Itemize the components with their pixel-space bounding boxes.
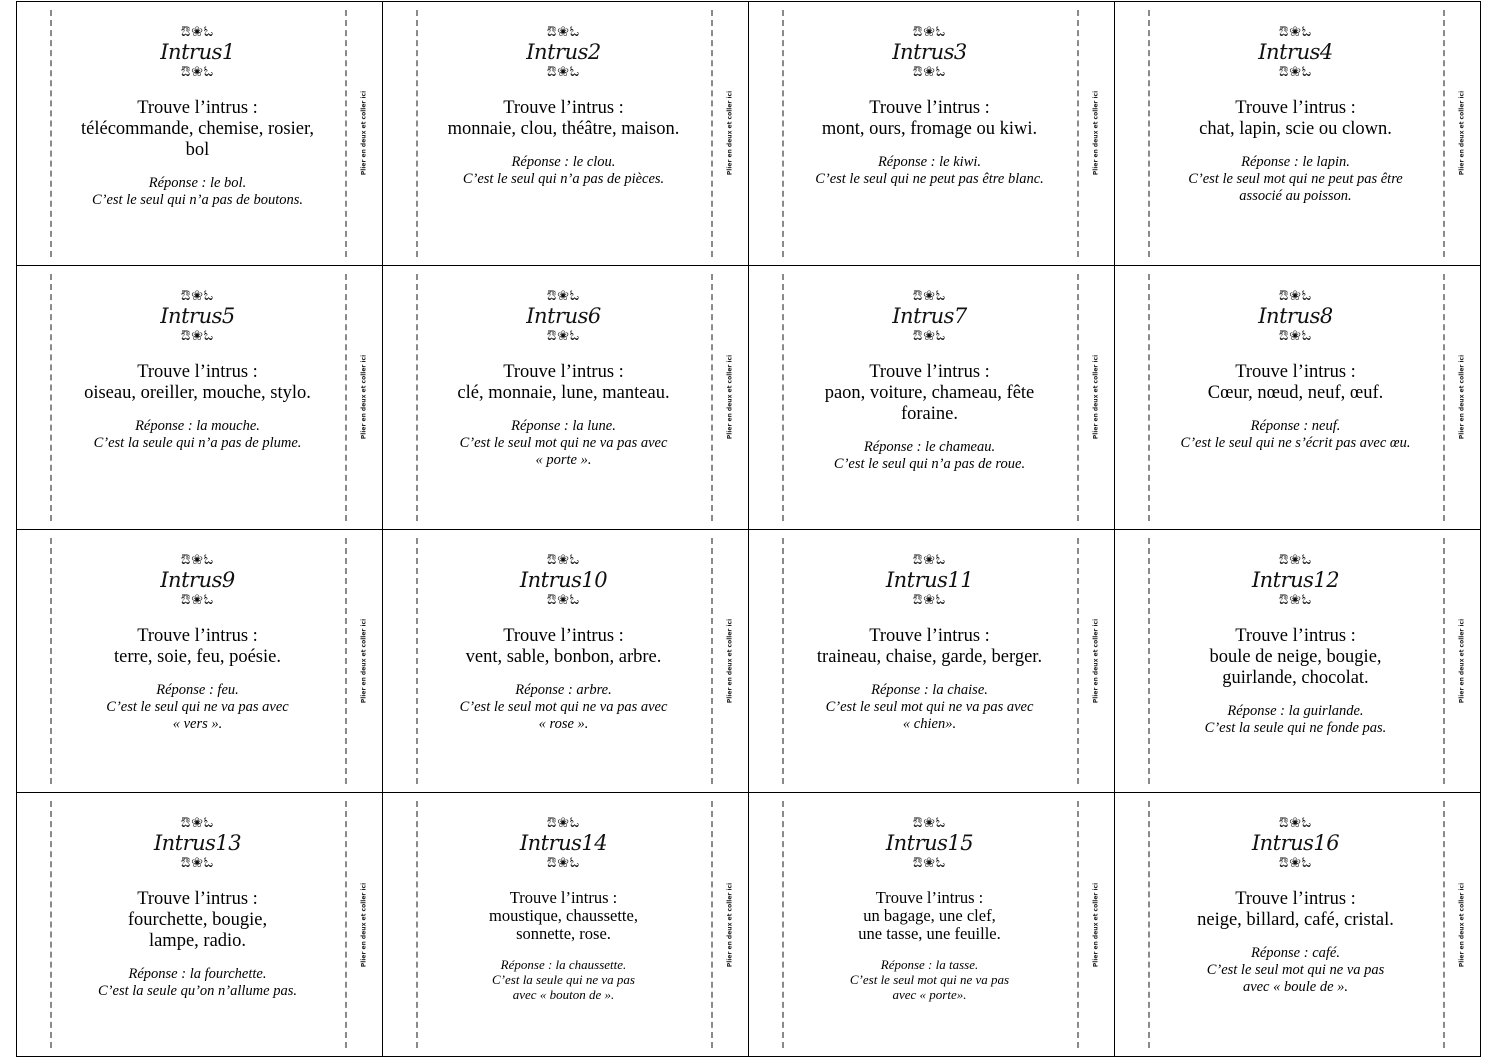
right-fold-line (345, 538, 347, 785)
bottom-ornament-icon: ಔ❀ಓ (546, 327, 581, 344)
top-ornament-icon: ಔ❀ಓ (912, 815, 947, 832)
question-prompt: Trouve l’intrus : (1235, 625, 1356, 646)
question (114, 626, 281, 668)
left-cut-line (50, 274, 52, 521)
top-ornament-icon: ಔ❀ಓ (912, 287, 947, 304)
answer (98, 966, 297, 1000)
left-cut-line (50, 538, 52, 785)
question-prompt: Trouve l’intrus : (137, 361, 258, 382)
card-title: Intrus8 (1258, 303, 1333, 328)
card-content (789, 815, 1070, 1042)
bottom-ornament-icon: ಔ❀ಓ (912, 64, 947, 80)
answer (463, 154, 664, 188)
card-title: Intrus15 (885, 831, 974, 856)
right-fold-line (345, 274, 347, 521)
top-ornament-icon: ಔ❀ಓ (1278, 287, 1313, 304)
top-ornament-icon: ಔ❀ಓ (546, 551, 581, 568)
answer-reponse: Réponse : arbre. (515, 681, 612, 698)
question-prompt: Trouve l’intrus : (1235, 889, 1356, 910)
question-words: boule de neige, bougie, guirlande, chocolat. (1209, 646, 1382, 688)
answer-explanation: C’est le seul mot qui ne peut pas être associé au poisson. (1188, 171, 1403, 204)
answer-reponse: Réponse : le lapin. (1241, 154, 1350, 170)
question-words: fourchette, bougie, lampe, radio. (127, 910, 268, 952)
right-fold-line (1443, 801, 1445, 1048)
right-fold-line (345, 10, 347, 257)
card-content (789, 552, 1070, 779)
right-fold-line (1077, 801, 1079, 1048)
right-fold-line (711, 538, 713, 785)
card-content (57, 288, 338, 515)
question (457, 362, 669, 404)
question-prompt: Trouve l’intrus : (875, 888, 984, 908)
answer-explanation: C’est la seule qui n’a pas de plume. (93, 434, 302, 451)
answer-explanation: C’est la seule qui ne fonde pas. (1204, 719, 1387, 736)
card-content (57, 815, 338, 1042)
question-prompt: Trouve l’intrus : (503, 625, 624, 646)
answer-reponse: Réponse : feu. (156, 681, 239, 698)
question (1209, 626, 1381, 689)
top-ornament-icon: ಔ❀ಓ (1278, 24, 1313, 40)
intrus-card-14: Plier en deux et coller ici ಔ❀ಓ Intrus14 ಔ❀ಓ Trouve l’intrus : moustique, chaussette, sonnette, rose. Réponse : la chaussette. C’est la seule qui ne va pas avec « bouton de ». (383, 793, 749, 1057)
question-words: oiseau, oreiller, mouche, stylo. (84, 382, 311, 403)
question-prompt: Trouve l’intrus : (503, 361, 624, 382)
left-cut-line (50, 801, 52, 1048)
answer-explanation: C’est le seul mot qui ne va pas avec « rose ». (459, 698, 668, 732)
question (1199, 98, 1392, 140)
answer-reponse: Réponse : la fourchette. (128, 966, 267, 983)
right-fold-line (1443, 538, 1445, 785)
card-content (57, 24, 338, 251)
right-fold-line (1443, 274, 1445, 521)
answer (1188, 154, 1403, 205)
answer (1207, 945, 1385, 996)
intrus-card-15: Plier en deux et coller ici ಔ❀ಓ Intrus15 ಔ❀ಓ Trouve l’intrus : un bagage, une clef, une tasse, une feuille. Réponse : la tasse. C’est le seul mot qui ne va pas avec « porte». (749, 793, 1115, 1057)
top-ornament-icon: ಔ❀ಓ (912, 24, 947, 40)
answer-reponse: Réponse : la mouche. (135, 417, 260, 434)
card-content (57, 552, 338, 779)
intrus-card-9: Plier en deux et coller ici ಔ❀ಓ Intrus9 ಔ❀ಓ Trouve l’intrus : terre, soie, feu, poésie. Réponse : feu. C’est le seul qui ne va pas avec « vers ». (17, 530, 383, 794)
question-words: traineau, chaise, garde, berger. (816, 646, 1043, 667)
card-title: Intrus12 (1251, 567, 1340, 592)
answer (460, 418, 668, 469)
question (825, 362, 1035, 425)
answer (92, 175, 303, 209)
answer-explanation: C’est le seul qui ne va pas avec « vers ». (106, 698, 289, 732)
left-cut-line (1148, 801, 1150, 1048)
card-title: Intrus3 (892, 40, 967, 64)
left-cut-line (416, 10, 418, 257)
card-content (1155, 552, 1436, 779)
card-content (789, 24, 1070, 251)
bottom-ornament-icon: ಔ❀ಓ (912, 591, 947, 608)
answer-explanation: C’est la seule qu’on n’allume pas. (98, 983, 297, 1000)
answer (94, 418, 302, 452)
card-title: Intrus5 (160, 303, 235, 328)
intrus-card-4: Plier en deux et coller ici ಔ❀ಓ Intrus4 ಔ❀ಓ Trouve l’intrus : chat, lapin, scie ou clown. Réponse : le lapin. C’est le seul mot qui ne peut pas être associé au poisson. (1115, 2, 1481, 266)
bottom-ornament-icon: ಔ❀ಓ (546, 64, 581, 80)
answer-explanation: C’est la seule qui ne va pas avec « bouton de ». (492, 972, 635, 1003)
card-content (1155, 288, 1436, 515)
top-ornament-icon: ಔ❀ಓ (912, 551, 947, 568)
top-ornament-icon: ಔ❀ಓ (180, 287, 215, 304)
left-cut-line (416, 274, 418, 521)
top-ornament-icon: ಔ❀ಓ (546, 24, 581, 40)
top-ornament-icon: ಔ❀ಓ (1278, 815, 1313, 832)
intrus-card-2: Plier en deux et coller ici ಔ❀ಓ Intrus2 ಔ❀ಓ Trouve l’intrus : monnaie, clou, théâtre, maison. Réponse : le clou. C’est le seul qui n’a pas de pièces. (383, 2, 749, 266)
answer (850, 957, 1009, 1002)
card-content (423, 815, 704, 1042)
question-words: un bagage, une clef, une tasse, une feuille. (858, 906, 1001, 944)
top-ornament-icon: ಔ❀ಓ (180, 815, 215, 832)
left-cut-line (782, 801, 784, 1048)
question (1208, 362, 1384, 404)
answer (1181, 418, 1411, 452)
left-cut-line (782, 274, 784, 521)
answer-explanation: C’est le seul qui ne peut pas être blanc. (815, 171, 1044, 187)
question (81, 98, 314, 161)
left-cut-line (416, 538, 418, 785)
question-prompt: Trouve l’intrus : (137, 98, 258, 118)
left-cut-line (1148, 538, 1150, 785)
right-fold-line (1443, 10, 1445, 257)
top-ornament-icon: ಔ❀ಓ (546, 287, 581, 304)
top-ornament-icon: ಔ❀ಓ (546, 815, 581, 832)
question-prompt: Trouve l’intrus : (1235, 98, 1356, 118)
intrus-card-11: Plier en deux et coller ici ಔ❀ಓ Intrus11 ಔ❀ಓ Trouve l’intrus : traineau, chaise, garde, berger. Réponse : la chaise. C’est le seul mot qui ne va pas avec « chien». (749, 530, 1115, 794)
card-title: Intrus13 (153, 831, 242, 856)
right-fold-line (1077, 538, 1079, 785)
answer-reponse: Réponse : la tasse. (880, 957, 979, 973)
bottom-ornament-icon: ಔ❀ಓ (546, 591, 581, 608)
answer (460, 682, 668, 733)
intrus-card-16: Plier en deux et coller ici ಔ❀ಓ Intrus16 ಔ❀ಓ Trouve l’intrus : neige, billard, café, cristal. Réponse : café. C’est le seul mot qui ne va pas avec « boule de ». (1115, 793, 1481, 1057)
bottom-ornament-icon: ಔ❀ಓ (1278, 64, 1313, 80)
question (817, 626, 1042, 668)
card-title: Intrus9 (160, 567, 235, 592)
question-words: vent, sable, bonbon, arbre. (465, 646, 662, 667)
question (489, 889, 638, 943)
question (822, 98, 1037, 140)
intrus-card-6: Plier en deux et coller ici ಔ❀ಓ Intrus6 ಔ❀ಓ Trouve l’intrus : clé, monnaie, lune, manteau. Réponse : la lune. C’est le seul mot qui ne va pas avec « porte ». (383, 266, 749, 530)
answer-reponse: Réponse : le kiwi. (877, 154, 982, 170)
card-content (423, 288, 704, 515)
question-prompt: Trouve l’intrus : (869, 361, 990, 382)
top-ornament-icon: ಔ❀ಓ (1278, 551, 1313, 568)
answer-reponse: Réponse : la guirlande. (1227, 702, 1364, 719)
answer-reponse: Réponse : la lune. (511, 417, 616, 434)
question-prompt: Trouve l’intrus : (869, 625, 990, 646)
answer-reponse: Réponse : café. (1251, 945, 1340, 962)
answer-explanation: C’est le seul qui ne s’écrit pas avec œu. (1180, 434, 1411, 451)
left-cut-line (50, 10, 52, 257)
intrus-card-3: Plier en deux et coller ici ಔ❀ಓ Intrus3 ಔ❀ಓ Trouve l’intrus : mont, ours, fromage ou kiwi. Réponse : le kiwi. C’est le seul qui ne peut pas être blanc. (749, 2, 1115, 266)
question-words: paon, voiture, chameau, fête foraine. (824, 382, 1035, 424)
answer-explanation: C’est le seul qui n’a pas de pièces. (462, 171, 665, 187)
card-sheet (16, 1, 1481, 1057)
question-words: Cœur, nœud, neuf, œuf. (1207, 382, 1384, 403)
answer (492, 957, 635, 1002)
card-title: Intrus14 (519, 831, 608, 856)
answer-reponse: Réponse : neuf. (1250, 417, 1341, 434)
question-words: chat, lapin, scie ou clown. (1199, 119, 1392, 139)
question-prompt: Trouve l’intrus : (1235, 361, 1356, 382)
question (466, 626, 662, 668)
intrus-card-10: Plier en deux et coller ici ಔ❀ಓ Intrus10 ಔ❀ಓ Trouve l’intrus : vent, sable, bonbon, arbre. Réponse : arbre. C’est le seul mot qui ne va pas avec « rose ». (383, 530, 749, 794)
right-fold-line (711, 801, 713, 1048)
card-content (423, 552, 704, 779)
right-fold-line (1077, 10, 1079, 257)
question-words: monnaie, clou, théâtre, maison. (447, 119, 680, 139)
card-title: Intrus6 (526, 303, 601, 328)
answer (826, 682, 1034, 733)
left-cut-line (782, 10, 784, 257)
answer-reponse: Réponse : la chaussette. (500, 957, 627, 973)
card-content (423, 24, 704, 251)
card-content (789, 288, 1070, 515)
answer-explanation: C’est le seul qui n’a pas de boutons. (91, 192, 304, 208)
question-words: télécommande, chemise, rosier, bol (81, 119, 314, 160)
card-title: Intrus2 (526, 40, 601, 64)
bottom-ornament-icon: ಔ❀ಓ (1278, 591, 1313, 608)
intrus-card-8: Plier en deux et coller ici ಔ❀ಓ Intrus8 ಔ❀ಓ Trouve l’intrus : Cœur, nœud, neuf, œuf. Réponse : neuf. C’est le seul qui ne s’écrit pas avec œu. (1115, 266, 1481, 530)
right-fold-line (1077, 274, 1079, 521)
answer-reponse: Réponse : le chameau. (863, 438, 996, 455)
question-words: terre, soie, feu, poésie. (114, 646, 281, 667)
answer-explanation: C’est le seul qui n’a pas de roue. (833, 455, 1026, 472)
answer (106, 682, 288, 733)
intrus-card-5: Plier en deux et coller ici ಔ❀ಓ Intrus5 ಔ❀ಓ Trouve l’intrus : oiseau, oreiller, mouche, stylo. Réponse : la mouche. C’est la seule qui n’a pas de plume. (17, 266, 383, 530)
top-ornament-icon: ಔ❀ಓ (180, 24, 215, 40)
question-words: clé, monnaie, lune, manteau. (457, 382, 670, 403)
left-cut-line (782, 538, 784, 785)
left-cut-line (1148, 274, 1150, 521)
question (858, 889, 1001, 943)
question-prompt: Trouve l’intrus : (869, 98, 990, 118)
question-prompt: Trouve l’intrus : (503, 98, 624, 118)
card-content (1155, 24, 1436, 251)
answer-reponse: Réponse : le bol. (148, 175, 247, 191)
question-prompt: Trouve l’intrus : (137, 625, 258, 646)
bottom-ornament-icon: ಔ❀ಓ (912, 855, 947, 872)
question-prompt: Trouve l’intrus : (509, 888, 618, 908)
question (128, 889, 267, 952)
bottom-ornament-icon: ಔ❀ಓ (912, 327, 947, 344)
right-fold-line (711, 10, 713, 257)
bottom-ornament-icon: ಔ❀ಓ (1278, 327, 1313, 344)
answer-reponse: Réponse : la chaise. (871, 681, 988, 698)
intrus-card-13: Plier en deux et coller ici ಔ❀ಓ Intrus13 ಔ❀ಓ Trouve l’intrus : fourchette, bougie, lampe, radio. Réponse : la fourchette. C’est la seule qu’on n’allume pas. (17, 793, 383, 1057)
question-prompt: Trouve l’intrus : (137, 889, 258, 910)
answer (1205, 703, 1387, 737)
left-cut-line (416, 801, 418, 1048)
answer-reponse: Réponse : le clou. (511, 154, 616, 170)
answer-explanation: C’est le seul mot qui ne va pas avec « porte ». (459, 434, 668, 468)
answer (815, 154, 1044, 188)
bottom-ornament-icon: ಔ❀ಓ (180, 591, 215, 608)
card-title: Intrus16 (1251, 831, 1340, 856)
left-cut-line (1148, 10, 1150, 257)
answer-explanation: C’est le seul mot qui ne va pas avec « chien». (825, 698, 1034, 732)
card-title: Intrus1 (160, 40, 235, 64)
answer-explanation: C’est le seul mot qui ne va pas avec « porte». (849, 972, 1010, 1003)
intrus-card-12: Plier en deux et coller ici ಔ❀ಓ Intrus12 ಔ❀ಓ Trouve l’intrus : boule de neige, bougie, guirlande, chocolat. Réponse : la guirlande. C’est la seule qui ne fonde pas. (1115, 530, 1481, 794)
card-title: Intrus7 (892, 303, 967, 328)
bottom-ornament-icon: ಔ❀ಓ (180, 64, 215, 80)
bottom-ornament-icon: ಔ❀ಓ (180, 327, 215, 344)
top-ornament-icon: ಔ❀ಓ (180, 551, 215, 568)
bottom-ornament-icon: ಔ❀ಓ (546, 855, 581, 872)
bottom-ornament-icon: ಔ❀ಓ (1278, 855, 1313, 872)
card-title: Intrus11 (885, 567, 974, 592)
card-content (1155, 815, 1436, 1042)
answer-explanation: C’est le seul mot qui ne va pas avec « boule de ». (1206, 962, 1385, 996)
answer (834, 439, 1025, 473)
bottom-ornament-icon: ಔ❀ಓ (180, 855, 215, 872)
right-fold-line (711, 274, 713, 521)
intrus-card-7: Plier en deux et coller ici ಔ❀ಓ Intrus7 ಔ❀ಓ Trouve l’intrus : paon, voiture, chameau, fête foraine. Réponse : le chameau. C’est le seul qui n’a pas de roue. (749, 266, 1115, 530)
question-words: neige, billard, café, cristal. (1197, 910, 1394, 931)
question-words: mont, ours, fromage ou kiwi. (821, 119, 1038, 139)
card-title: Intrus10 (519, 567, 608, 592)
question (448, 98, 680, 140)
question (84, 362, 311, 404)
intrus-card-1: Plier en deux et coller ici ಔ❀ಓ Intrus1 ಔ❀ಓ Trouve l’intrus : télécommande, chemise, rosier, bol Réponse : le bol. C’est le seul qui n’a pas de boutons. (17, 2, 383, 266)
question (1197, 889, 1394, 931)
card-title: Intrus4 (1258, 40, 1333, 64)
right-fold-line (345, 801, 347, 1048)
question-words: moustique, chaussette, sonnette, rose. (489, 906, 638, 944)
